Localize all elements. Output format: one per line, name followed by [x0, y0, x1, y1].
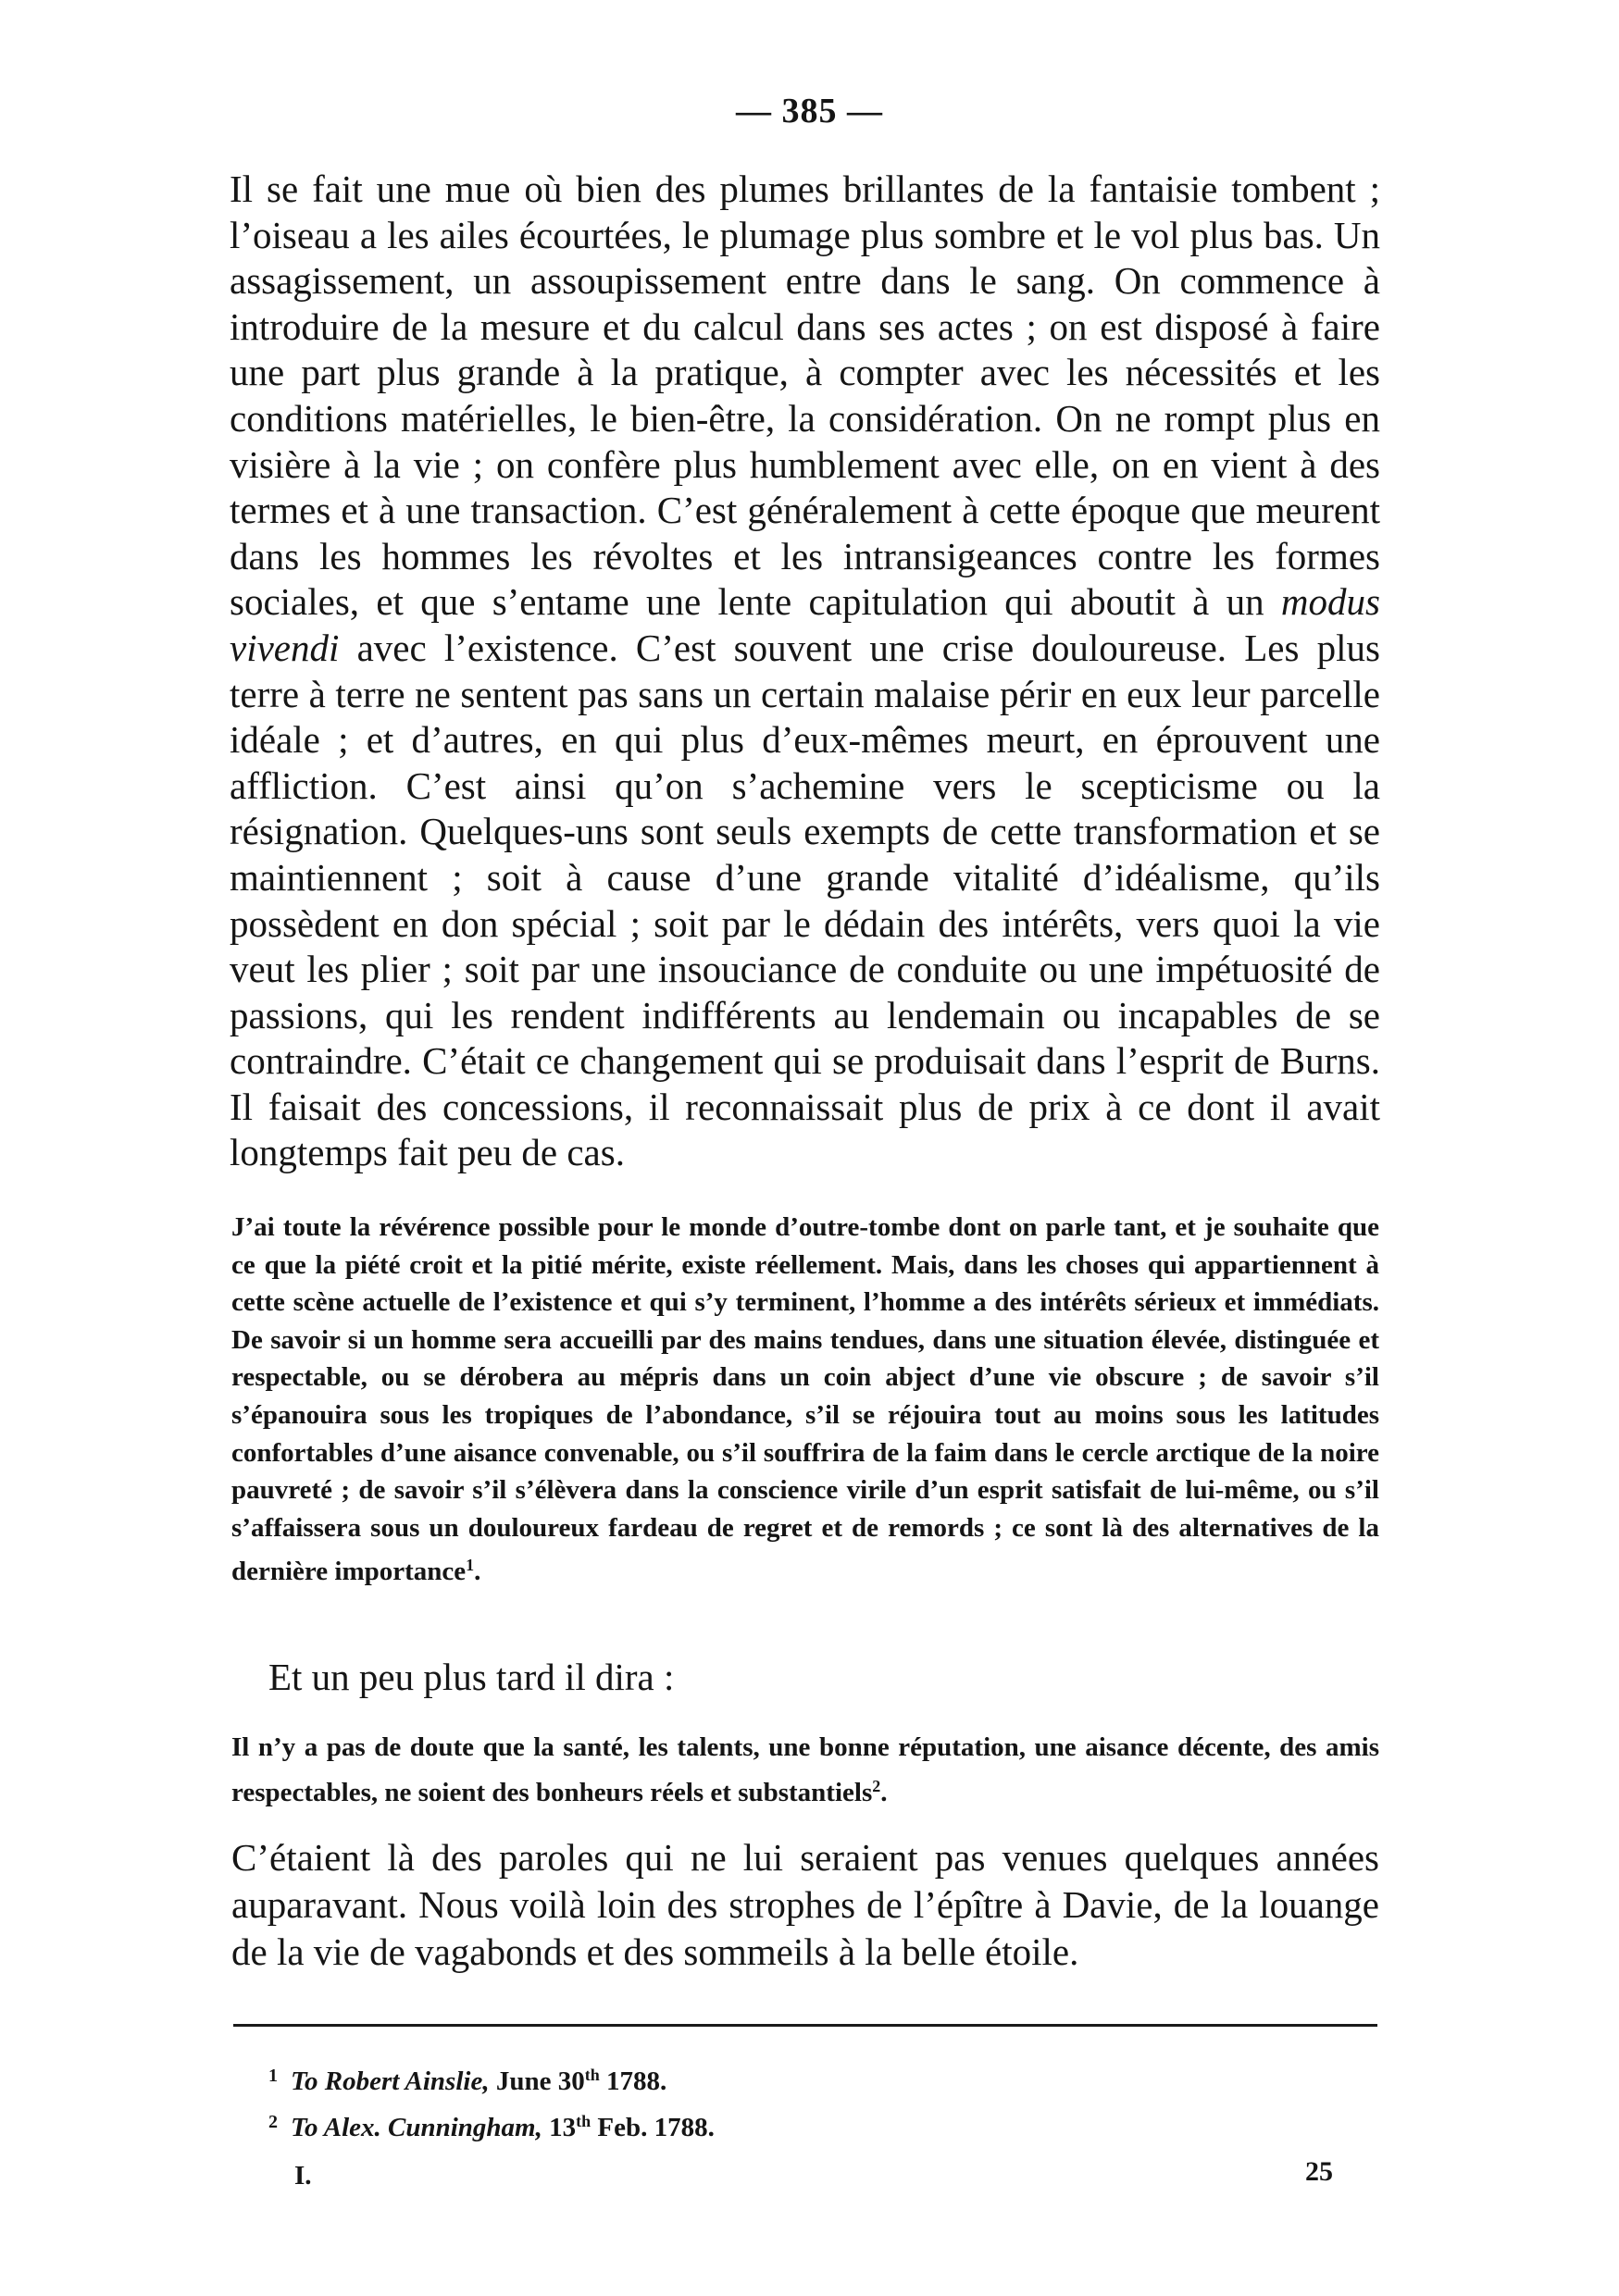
quotation-2-end: . [880, 1778, 888, 1807]
sheet-number: 25 [1305, 2156, 1333, 2187]
quotation-2-text: Il n’y a pas de doute que la santé, les talents, une bonne réputation, une aisance décente, des amis respectables, ne soient des bonheurs réels et substantiels [231, 1732, 1379, 1807]
quotation-1-note-ref: 1 [466, 1556, 475, 1575]
closing-paragraph: C’étaient là des paroles qui ne lui seraient pas venues quelques années auparavant. Nous voilà loin des strophes de l’épître à Davie, de la louange de la vie de vagabonds et des sommeils à la belle étoile. [231, 1836, 1379, 1973]
footnote-1-year: 1788. [599, 2066, 667, 2096]
page-number: — 385 — [736, 92, 883, 130]
intro-line: Et un peu plus tard il dira : [268, 1656, 675, 1698]
main-text-part-1: Il se fait une mue où bien des plumes brillantes de la fantaisie tombent ; l’oiseau a les ailes écourtées, le plumage plus sombre et le vol plus bas. Un assagissement, un assoupissement entre dans le sang. On commence à introduire de la mesure et du calcul dans ses actes ; on est disposé à faire une part plus grande à la pratique, à compter avec les nécessités et les conditions matérielles, le bien-être, la considération. On ne rompt plus en visière à la vie ; on confère plus humblement avec elle, on en vient à des termes et à une transaction. C’est généralement à cette époque que meurent dans les hommes les révoltes et les intransigeances contre les formes sociales, et que s’entame une lente capitulation qui aboutit à un [230, 168, 1380, 624]
footnote-rule [233, 2024, 1377, 2027]
footnote-1-date-suffix: th [584, 2066, 600, 2084]
footnote-1-mark: 1 [268, 2066, 278, 2086]
footnote-2-date: 13 [549, 2113, 577, 2142]
quotation-1-text: J’ai toute la révérence possible pour le monde d’outre-tombe dont on parle tant, et je souhaite que ce que la piété croit et la pitié mérite, existe réellement. Mais, dans les choses qui appartiennent à cette scène actuelle de l’existence et qui s’y terminent, l’homme a des intérêts sérieux et immédiats. De savoir si un homme sera accueilli par des mains tendues, dans une situation élevée, distinguée et respectable, ou se dérobera au mépris dans un coin abject d’une vie obscure ; de savoir s’il s’épanouira sous les tropiques de l’abondance, s’il se réjouira tout au moins sous les latitudes confortables d’une aisance convenable, ou s’il souffrira de la faim dans le cercle arctique de la noire pauvreté ; de savoir s’il s’élèvera dans la conscience virile d’un esprit satisfait de lui-même, ou s’il s’affaissera sous un douloureux fardeau de regret et de remords ; ce sont là des alternatives de la dernière importance [231, 1212, 1379, 1587]
quotation-block-1 [231, 1209, 1379, 1591]
main-paragraph [230, 167, 1380, 1176]
quotation-1-end: . [474, 1557, 481, 1587]
footnote-2-year: Feb. 1788. [591, 2113, 715, 2142]
quotation-2-note-ref: 2 [872, 1777, 881, 1795]
main-text-part-2: avec l’existence. C’est souvent une crise douloureuse. Les plus terre à terre ne sentent pas sans un certain malaise périr en eux leur parcelle idéale ; et d’autres, en qui plus d’eux-mêmes meurt, en éprouvent une affliction. C’est ainsi qu’on s’achemine vers le scepticisme ou la résignation. Quelques-uns sont seuls exempts de cette transformation et se maintiennent ; soit à cause d’une grande vitalité d’idéalisme, qu’ils possèdent en don spécial ; soit par le dédain des intérêts, vers quoi la vie veut les plier ; soit par une insouciance de conduite ou une impétuosité de passions, qui les rendent indifférents au lendemain ou incapables de se contraindre. C’était ce changement qui se produisait dans l’esprit de Burns. Il faisait des concessions, il reconnaissait plus de prix à ce dont il avait longtemps fait peu de cas. [230, 626, 1380, 1174]
quotation-block-2 [231, 1728, 1379, 1812]
footnote-1-date: June 30 [495, 2066, 585, 2096]
main-text-italic-phrase: modus vivendi [230, 580, 1380, 669]
footnote-2 [268, 2112, 715, 2143]
footnote-2-mark: 2 [268, 2112, 278, 2132]
footnote-1 [268, 2066, 666, 2097]
footnote-2-date-suffix: th [576, 2112, 592, 2130]
footnote-1-recipient: To Robert Ainslie, [291, 2066, 490, 2096]
footnote-2-recipient: To Alex. Cunningham, [291, 2113, 542, 2142]
signature-mark: I. [294, 2161, 312, 2191]
